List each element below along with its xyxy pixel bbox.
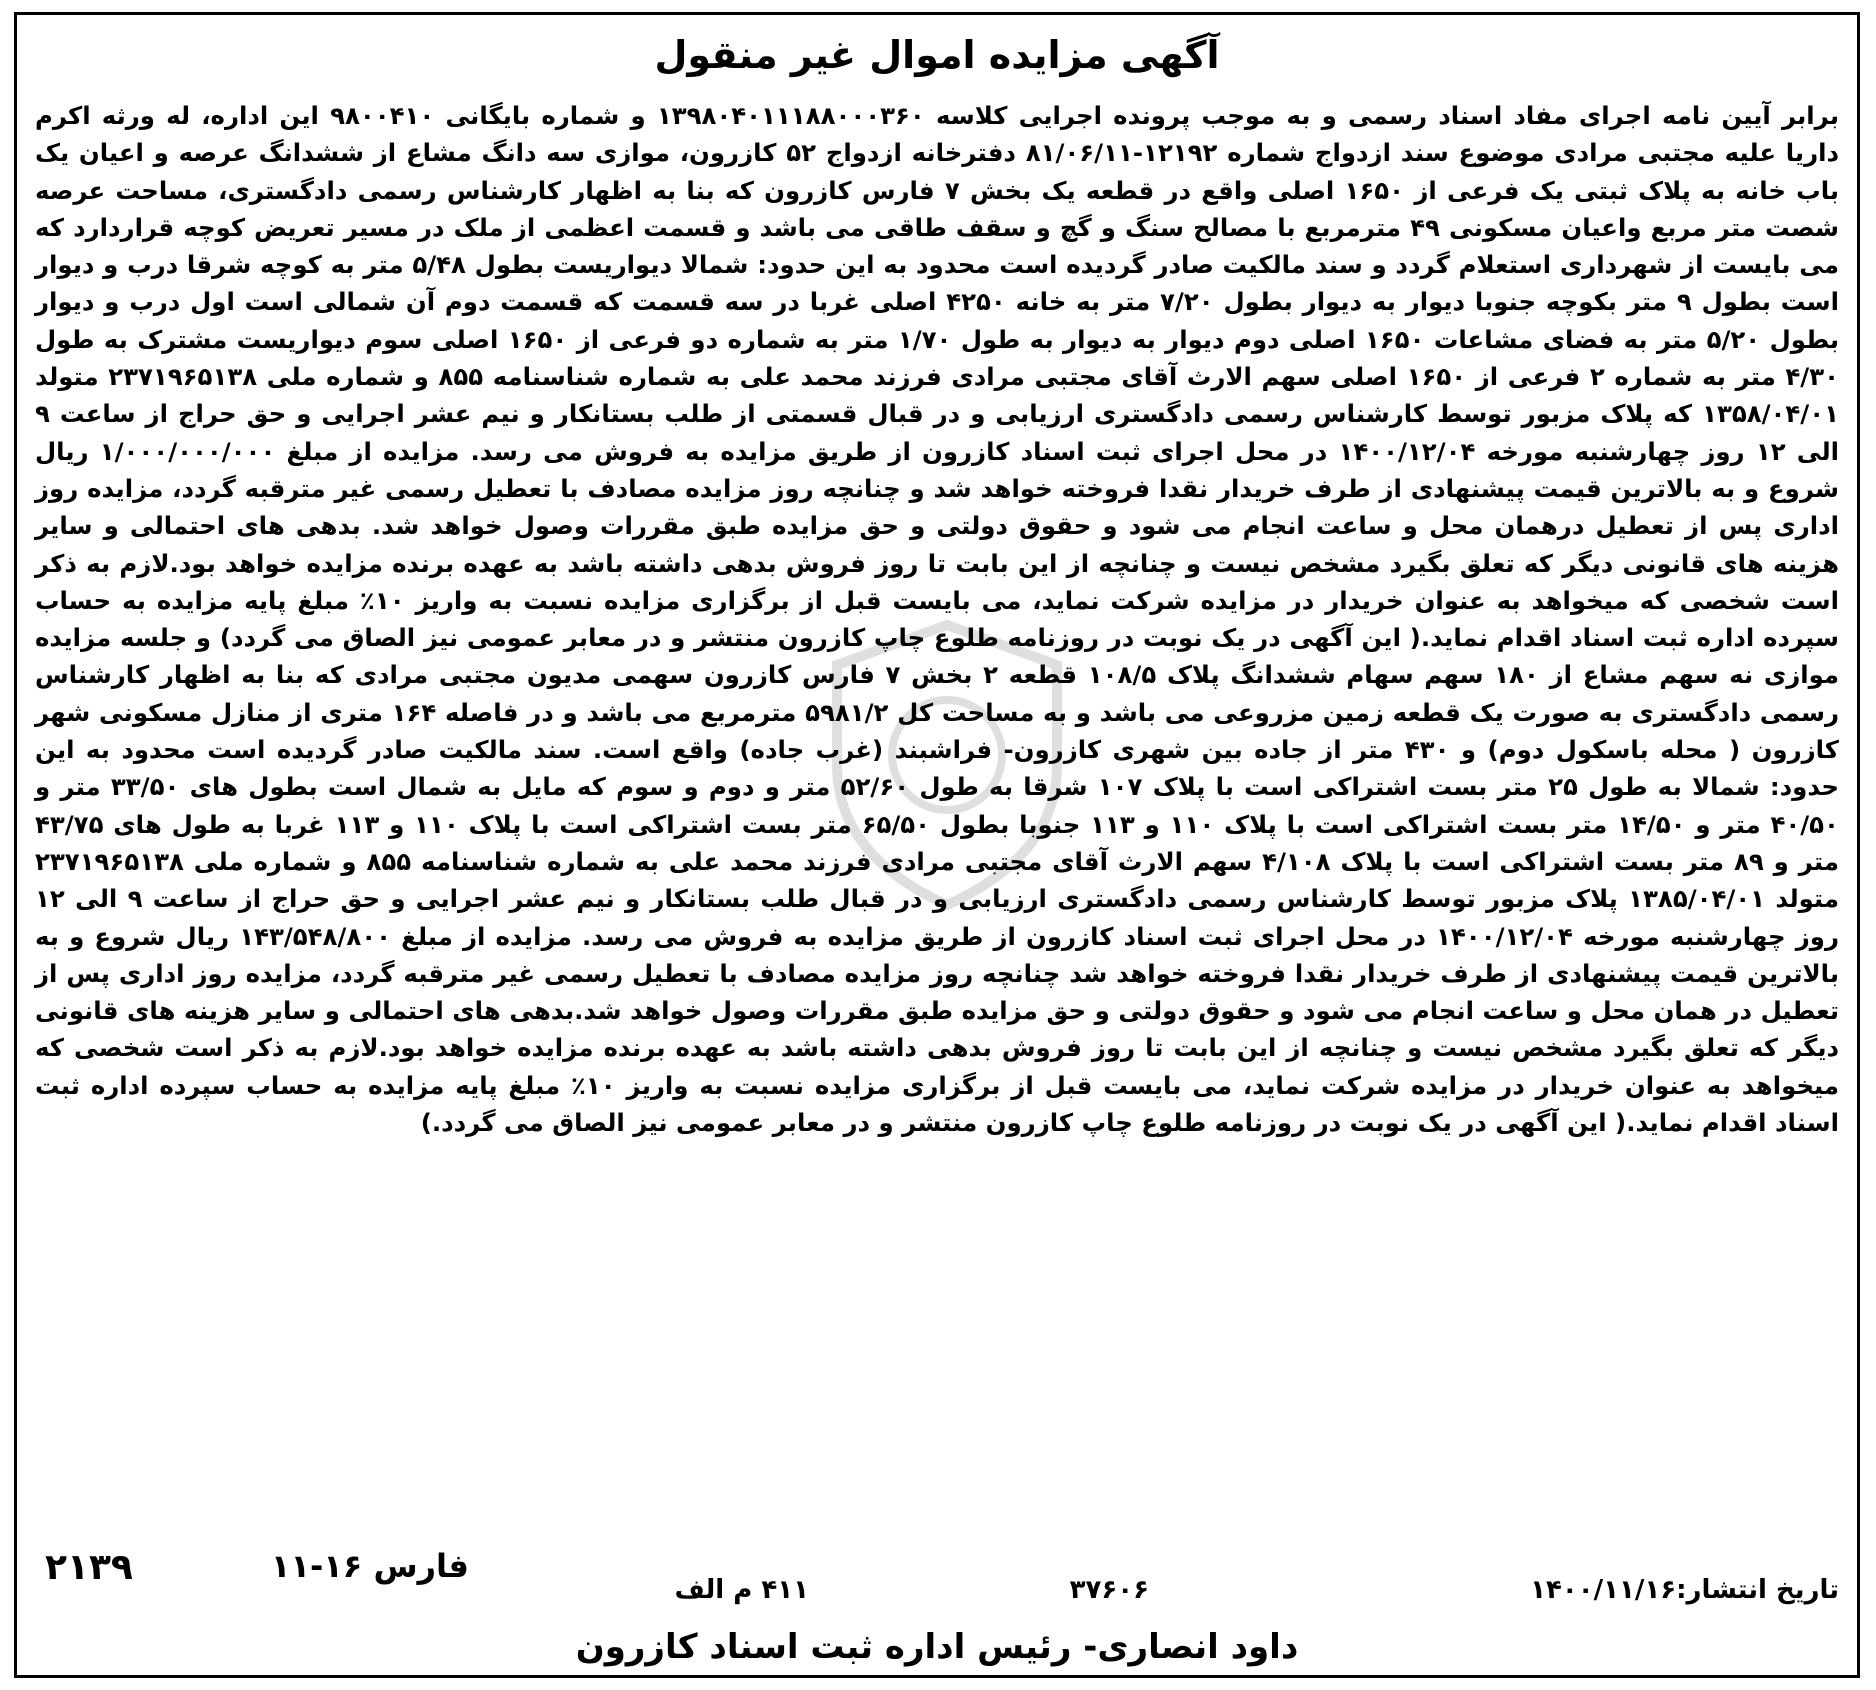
- notice-body: برابر آیین نامه اجرای مفاد اسناد رسمی و به موجب پرونده اجرایی کلاسه ۱۳۹۸۰۴۰۱۱۱۸۸۰۰۰۳۶۰ و شماره بایگانی ۹۸۰۰۴۱۰ این اداره، له ورثه اکرم داریا علیه مجتبی مرادی موضوع سند ازدواج شماره ۱۲۱۹۲-۸۱/۰۶/۱۱ دفترخانه ازدواج ۵۲ کازرون، موازی سه دانگ مشاع از ششدانگ عرصه و اعیان یک باب خانه به پلاک ثبتی یک فرعی از ۱۶۵۰ اصلی واقع در قطعه یک بخش ۷ فارس کازرون که بنا به اظهار کارشناس رسمی دادگستری، مساحت عرصه شصت متر مربع واعیان مسکونی ۴۹ مترمربع با مصالح سنگ و گچ و سقف طاقی می باشد و قسمت اعظمی از ملک در مسیر تعریض کوچه قراردارد که می بایست از شهرداری استعلام گردد و سند مالکیت صادر گردیده است محدود به این حدود: شمالا دیواریست بطول ۵/۴۸ متر به کوچه شرقا درب و دیوار است بطول ۹ متر بکوچه جنوبا دیوار به دیوار بطول ۷/۲۰ متر به خانه ۴۲۵۰ اصلی غربا در سه قسمت که قسمت دوم آن شمالی است اول درب و دیوار بطول ۵/۲۰ متر به فضای مشاعات ۱۶۵۰ اصلی دوم دیوار به دیوار به طول ۱/۷۰ متر به شماره دو فرعی از ۱۶۵۰ اصلی سوم دیواریست مشترک به طول ۴/۳۰ متر به شماره ۲ فرعی از ۱۶۵۰ اصلی سهم الارث آقای مجتبی مرادی فرزند محمد علی به شماره شناسنامه ۸۵۵ و شماره ملی ۲۳۷۱۹۶۵۱۳۸ متولد ۱۳۵۸/۰۴/۰۱ که پلاک مزبور توسط کارشناس رسمی دادگستری ارزیابی و در قبال قسمتی از طلب بستانکار و نیم عشر اجرایی و حق حراج از ساعت ۹ الی ۱۲ روز چهارشنبه مورخه ۱۴۰۰/۱۲/۰۴ در محل اجرای ثبت اسناد کازرون از طریق مزایده به فروش می رسد. مزایده از مبلغ ۱/۰۰۰/۰۰۰/۰۰۰ ریال شروع و به بالاترین قیمت پیشنهادی از طرف خریدار نقدا فروخته خواهد شد و چنانچه روز مزایده مصادف با تعطیل رسمی غیر مترقبه گردد، مزایده روز اداری پس از تعطیل درهمان محل و ساعت انجام می شود و حقوق دولتی و حق مزایده طبق مقررات وصول خواهد شد. بدهی های احتمالی و سایر هزینه های قانونی دیگر که تعلق بگیرد مشخص نیست و چنانچه از این بابت تا روز فروش بدهی داشته باشد به عهده برنده مزایده خواهد بود.لازم به ذکر است شخصی که میخواهد به عنوان خریدار در مزایده شرکت نماید، می بایست قبل از برگزاری مزایده نسبت به واریز ۱۰٪ مبلغ پایه مزایده به حساب سپرده اداره ثبت اسناد اقدام نماید.( این آگهی در یک نوبت در روزنامه طلوع چاپ کازرون منتشر و در معابر عمومی نیز الصاق می گردد) و جلسه مزایده موازی نه سهم مشاع از ۱۸۰ سهم سهام ششدانگ پلاک ۱۰۸/۵ قطعه ۲ بخش ۷ فارس کازرون سهمی مدیون مجتبی مرادی که بنا به اظهار کارشناس رسمی دادگستری به صورت یک قطعه زمین مزروعی می باشد و به مساحت کل ۵۹۸۱/۲ مترمربع می باشد و در فاصله ۱۶۴ متری از منازل مسکونی شهر کازرون ( محله باسکول دوم) و ۴۳۰ متر از جاده بین شهری کازرون- فراشبند (غرب جاده) واقع است. سند مالکیت صادر گردیده است محدود به این حدود: شمالا به طول ۲۵ متر بست اشتراکی است با پلاک ۱۰۷ شرقا به طول ۵۲/۶۰ متر و دوم و سوم که مایل به شمال است بطول های ۳۳/۵۰ متر و ۴۰/۵۰ متر و ۱۴/۵۰ متر بست اشتراکی است با پلاک ۱۱۰ و ۱۱۳ جنوبا بطول ۶۵/۵۰ متر بست اشتراکی است با پلاک ۱۱۰ و ۱۱۳ غربا به طول های ۴۳/۷۵ متر و ۸۹ متر بست اشتراکی است با پلاک ۴/۱۰۸ سهم الارث آقای مجتبی مرادی فرزند محمد علی به شماره شناسنامه ۸۵۵ و شماره ملی ۲۳۷۱۹۶۵۱۳۸ متولد ۱۳۸۵/۰۴/۰۱ پلاک مزبور توسط کارشناس رسمی دادگستری ارزیابی و در قبال طلب بستانکار و نیم عشر اجرایی و حق حراج از ساعت ۹ الی ۱۲ روز چهارشنبه مورخه ۱۴۰۰/۱۲/۰۴ در محل اجرای ثبت اسناد کازرون از طریق مزایده به فروش می رسد. مزایده از مبلغ ۱۴۳/۵۴۸/۸۰۰ ریال شروع و به بالاترین قیمت پیشنهادی از طرف خریدار نقدا فروخته خواهد شد چنانچه روز مزایده مصادف با تعطیل رسمی غیر مترقبه گردد، مزایده روز اداری پس از تعطیل در همان محل و ساعت انجام می شود و حقوق دولتی و حق مزایده طبق مقررات وصول خواهد شد.بدهی های احتمالی و سایر هزینه های قانونی دیگر که تعلق بگیرد مشخص نیست و چنانچه از این بابت تا روز فروش بدهی داشته باشد به عهده برنده مزایده خواهد بود.لازم به ذکر است شخصی که میخواهد به عنوان خریدار در مزایده شرکت نماید، می بایست قبل از برگزاری مزایده نسبت به واریز ۱۰٪ مبلغ پایه مزایده به حساب سپرده اداره ثبت اسناد اقدام نماید.( این آگهی در یک نوبت در روزنامه طلوع چاپ کازرون منتشر و در معابر عمومی نیز الصاق می گردد.): [35, 101, 1840, 1138]
- notice-footer: [35, 1547, 1839, 1617]
- notice-title: آگهی مزایده اموال غیر منقول: [654, 33, 1220, 77]
- code-fars: فارس ۱۶-۱۱: [270, 1547, 469, 1585]
- code-2139: ۲۱۳۹: [45, 1547, 133, 1588]
- code-37606: ۳۷۶۰۶: [1069, 1575, 1149, 1605]
- publication-date: تاریخ انتشار:۱۴۰۰/۱۱/۱۶: [1530, 1575, 1839, 1605]
- signature-line: داود انصاری- رئیس اداره ثبت اسناد کازرون: [575, 1627, 1299, 1667]
- code-411: ۴۱۱ م الف: [674, 1575, 809, 1605]
- notice-frame: [14, 12, 1860, 1678]
